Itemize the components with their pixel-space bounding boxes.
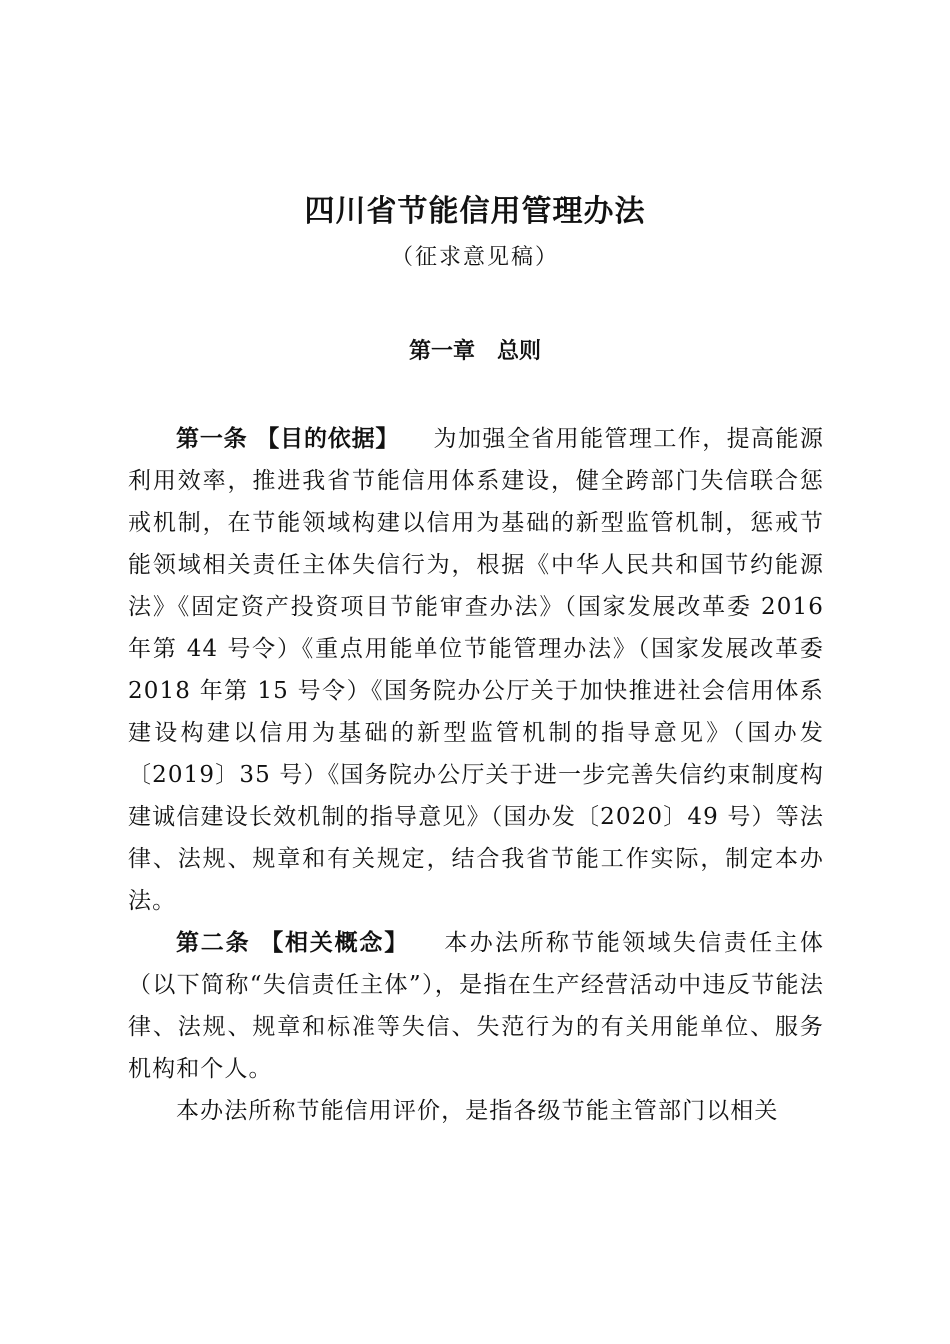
chapter-heading: 第一章 总则 <box>408 339 541 364</box>
article-2-heading: 第二条 【相关概念】 <box>176 930 410 956</box>
document-body <box>128 418 824 1132</box>
paragraph-3: 本办法所称节能信用评价，是指各级节能主管部门以相关 <box>176 1098 779 1124</box>
article-1-heading: 第一条 【目的依据】 <box>176 426 400 452</box>
document-subtitle: （征求意见稿） <box>390 245 559 270</box>
document-title: 四川省节能信用管理办法 <box>304 194 646 229</box>
article-1-text: 为加强全省用能管理工作，提高能源利用效率，推进我省节能信用体系建设，健全跨部门失信联合惩戒机制，在节能领域构建以信用为基础的新型监管机制，惩戒节能领域相关责任主体失信行为，根据《中华人民共和国节约能源法》《固定资产投资项目节能审查办法》（国家发展改革委 2016 年第 44 号令）《重点用能单位节能管理办法》（国家发展改革委 2018 年第 15 号令）《国务院办公厅关于加快推进社会信用体系建设构建以信用为基础的新型监管机制的指导意见》（国办发〔2019〕35 号）《国务院办公厅关于进一步完善失信约束制度构建诚信建设长效机制的指导意见》（国办发〔2020〕49 号）等法律、法规、规章和有关规定，结合我省节能工作实际，制定本办法。 <box>128 426 824 914</box>
article-2-text: 本办法所称节能领域失信责任主体（以下简称“失信责任主体”），是指在生产经营活动中违反节能法律、法规、规章和标准等失信、失范行为的有关用能单位、服务机构和个人。 <box>128 930 825 1082</box>
article-2 <box>128 922 824 1090</box>
article-1 <box>128 418 824 922</box>
